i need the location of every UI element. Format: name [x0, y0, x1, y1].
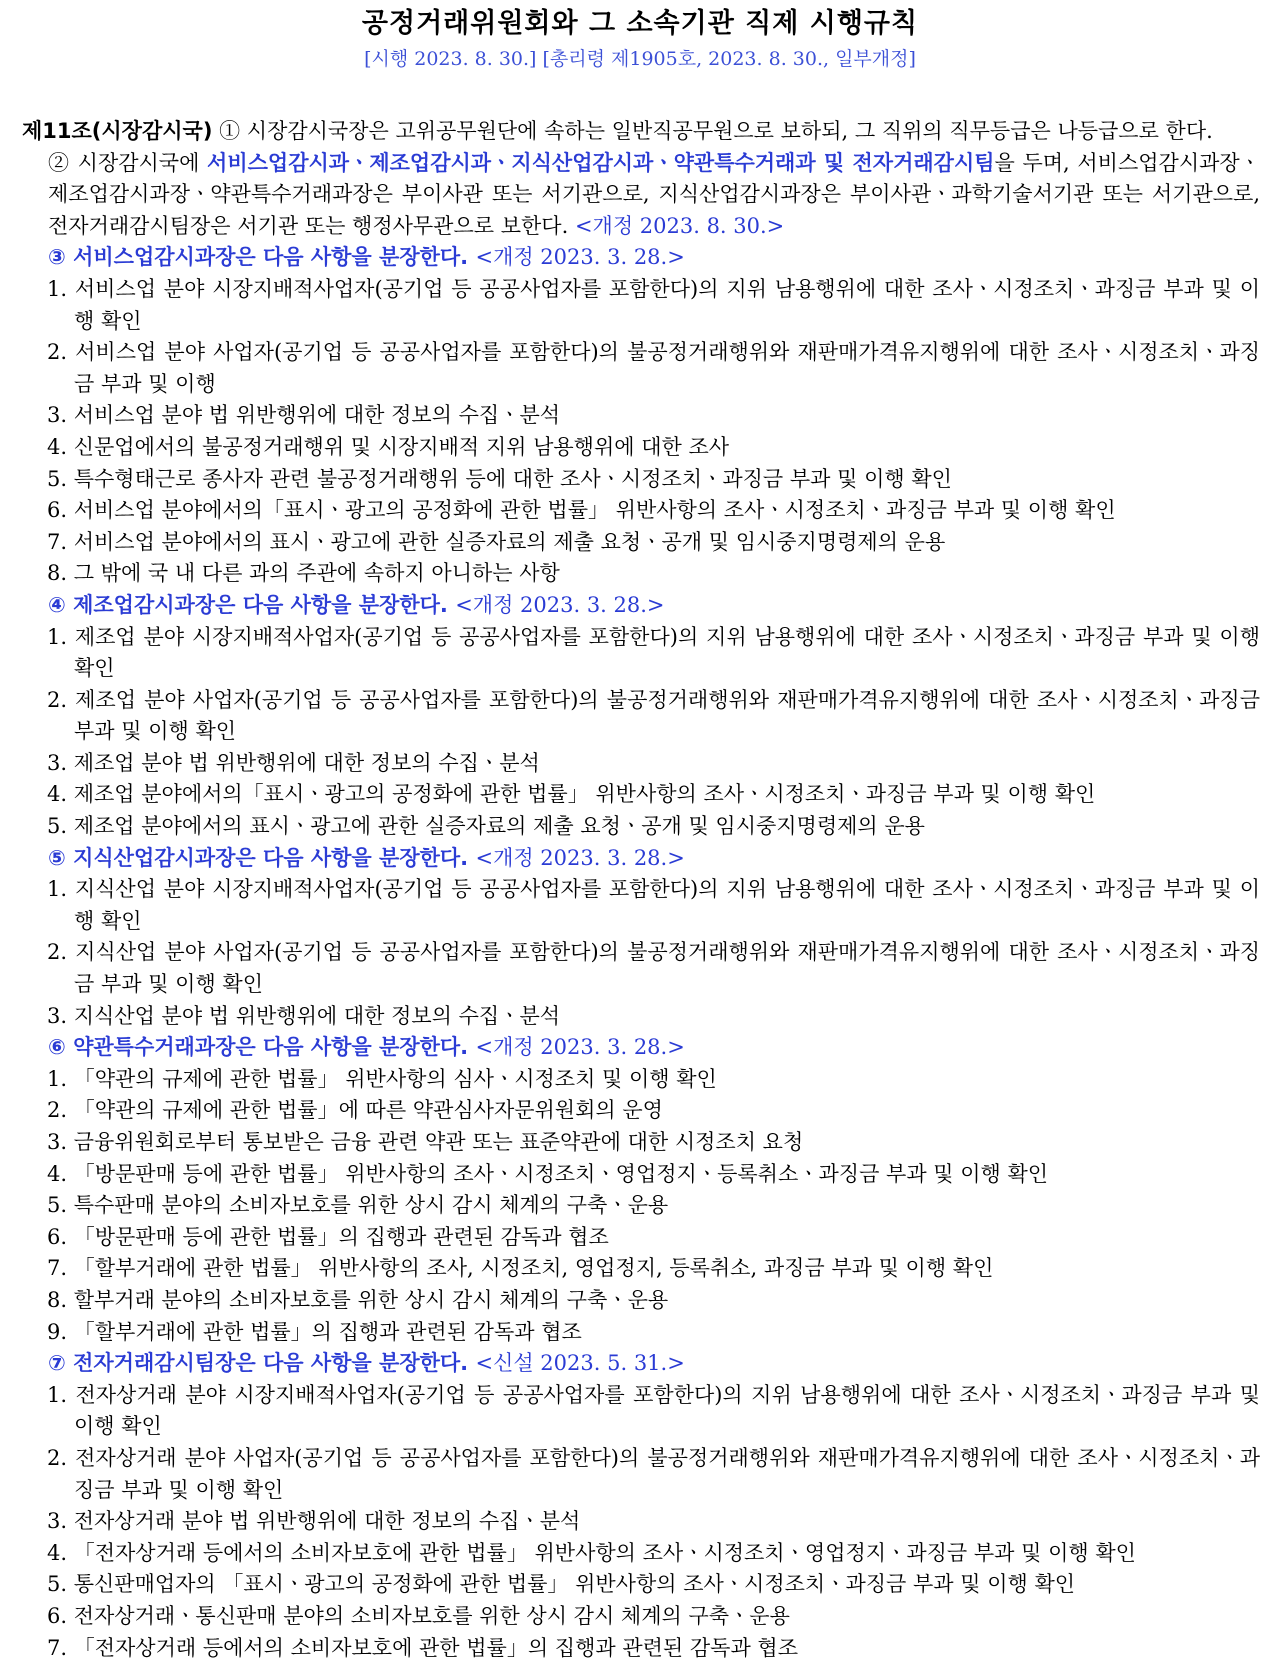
article-label: 제11조(시장감시국) — [22, 119, 212, 143]
amendment-note: <개정 2023. 3. 28.> — [475, 1035, 684, 1059]
list-item: 6. 전자상거래ㆍ통신판매 분야의 소비자보호를 위한 상시 감시 체계의 구축ㆍ운용 — [22, 1601, 1260, 1633]
list-item: 2. 「약관의 규제에 관한 법률」에 따른 약관심사자문위원회의 운영 — [22, 1095, 1260, 1127]
list-item: 3. 제조업 분야 법 위반행위에 대한 정보의 수집ㆍ분석 — [22, 748, 1260, 780]
list-item: 4. 제조업 분야에서의「표시ㆍ광고의 공정화에 관한 법률」 위반사항의 조사ㆍ시정조치ㆍ과징금 부과 및 이행 확인 — [22, 779, 1260, 811]
section-heading-text: ④ 제조업감시과장은 다음 사항을 분장한다. — [48, 593, 448, 617]
section-heading-text: ③ 서비스업감시과장은 다음 사항을 분장한다. — [48, 245, 468, 269]
section-list — [22, 242, 1260, 1664]
list-item: 6. 서비스업 분야에서의「표시ㆍ광고의 공정화에 관한 법률」 위반사항의 조사ㆍ시정조치ㆍ과징금 부과 및 이행 확인 — [22, 495, 1260, 527]
list-item: 7. 서비스업 분야에서의 표시ㆍ광고에 관한 실증자료의 제출 요청ㆍ공개 및 임시중지명령제의 운용 — [22, 527, 1260, 559]
list-item: 7. 「전자상거래 등에서의 소비자보호에 관한 법률」의 집행과 관련된 감독과 협조 — [22, 1633, 1260, 1664]
article-body — [22, 116, 1260, 1664]
amendment-note: <개정 2023. 3. 28.> — [455, 593, 664, 617]
section-heading — [22, 843, 1260, 875]
amendment-note: <신설 2023. 5. 31.> — [475, 1351, 684, 1375]
article-paragraph-1 — [22, 116, 1260, 148]
list-item: 3. 금융위원회로부터 통보받은 금융 관련 약관 또는 표준약관에 대한 시정조치 요청 — [22, 1127, 1260, 1159]
list-item: 5. 특수형태근로 종사자 관련 불공정거래행위 등에 대한 조사ㆍ시정조치ㆍ과징금 부과 및 이행 확인 — [22, 464, 1260, 496]
list-item: 1. 지식산업 분야 시장지배적사업자(공기업 등 공공사업자를 포함한다)의 지위 남용행위에 대한 조사ㆍ시정조치ㆍ과징금 부과 및 이행 확인 — [22, 874, 1260, 937]
list-item: 4. 「전자상거래 등에서의 소비자보호에 관한 법률」 위반사항의 조사ㆍ시정조치ㆍ영업정지ㆍ과징금 부과 및 이행 확인 — [22, 1538, 1260, 1570]
amendment-note: <개정 2023. 3. 28.> — [475, 245, 684, 269]
list-item: 2. 제조업 분야 사업자(공기업 등 공공사업자를 포함한다)의 불공정거래행위와 재판매가격유지행위에 대한 조사ㆍ시정조치ㆍ과징금 부과 및 이행 확인 — [22, 685, 1260, 748]
list-item: 2. 서비스업 분야 사업자(공기업 등 공공사업자를 포함한다)의 불공정거래행위와 재판매가격유지행위에 대한 조사ㆍ시정조치ㆍ과징금 부과 및 이행 — [22, 337, 1260, 400]
amendment-note: <개정 2023. 8. 30.> — [575, 214, 784, 238]
list-item: 5. 특수판매 분야의 소비자보호를 위한 상시 감시 체계의 구축ㆍ운용 — [22, 1190, 1260, 1222]
list-item: 2. 지식산업 분야 사업자(공기업 등 공공사업자를 포함한다)의 불공정거래행위와 재판매가격유지행위에 대한 조사ㆍ시정조치ㆍ과징금 부과 및 이행 확인 — [22, 937, 1260, 1000]
list-item: 2. 전자상거래 분야 사업자(공기업 등 공공사업자를 포함한다)의 불공정거래행위와 재판매가격유지행위에 대한 조사ㆍ시정조치ㆍ과징금 부과 및 이행 확인 — [22, 1443, 1260, 1506]
paragraph-2-post: 을 두며, 서비스업감시과장ㆍ제조업감시과장ㆍ약관특수거래과장은 부이사관 또는 서기관으로, 지식산업감시과장은 부이사관ㆍ과학기술서기관 또는 서기관으로, 전자거래감시팀장은 서기관 또는 행정사무관으로 보한다. — [48, 151, 1260, 238]
list-item: 3. 서비스업 분야 법 위반행위에 대한 정보의 수집ㆍ분석 — [22, 400, 1260, 432]
paragraph-2-highlight: 서비스업감시과ㆍ제조업감시과ㆍ지식산업감시과ㆍ약관특수거래과 및 전자거래감시팀 — [207, 151, 994, 175]
section-heading — [22, 242, 1260, 274]
amendment-note: <개정 2023. 3. 28.> — [475, 846, 684, 870]
list-item: 9. 「할부거래에 관한 법률」의 집행과 관련된 감독과 협조 — [22, 1317, 1260, 1349]
list-item: 3. 전자상거래 분야 법 위반행위에 대한 정보의 수집ㆍ분석 — [22, 1506, 1260, 1538]
list-item: 1. 「약관의 규제에 관한 법률」 위반사항의 심사ㆍ시정조치 및 이행 확인 — [22, 1064, 1260, 1096]
list-item: 6. 「방문판매 등에 관한 법률」의 집행과 관련된 감독과 협조 — [22, 1222, 1260, 1254]
section-heading-text: ⑥ 약관특수거래과장은 다음 사항을 분장한다. — [48, 1035, 468, 1059]
section-heading-text: ⑦ 전자거래감시팀장은 다음 사항을 분장한다. — [48, 1351, 468, 1375]
list-item: 5. 통신판매업자의 「표시ㆍ광고의 공정화에 관한 법률」 위반사항의 조사ㆍ시정조치ㆍ과징금 부과 및 이행 확인 — [22, 1569, 1260, 1601]
document-subtitle — [0, 46, 1280, 72]
list-item: 4. 신문업에서의 불공정거래행위 및 시장지배적 지위 남용행위에 대한 조사 — [22, 432, 1260, 464]
page-title: 공정거래위원회와 그 소속기관 직제 시행규칙 — [0, 6, 1280, 42]
list-item: 1. 서비스업 분야 시장지배적사업자(공기업 등 공공사업자를 포함한다)의 지위 남용행위에 대한 조사ㆍ시정조치ㆍ과징금 부과 및 이행 확인 — [22, 274, 1260, 337]
section-heading — [22, 1032, 1260, 1064]
section-heading — [22, 1348, 1260, 1380]
list-item: 7. 「할부거래에 관한 법률」 위반사항의 조사, 시정조치, 영업정지, 등록취소, 과징금 부과 및 이행 확인 — [22, 1253, 1260, 1285]
list-item: 3. 지식산업 분야 법 위반행위에 대한 정보의 수집ㆍ분석 — [22, 1001, 1260, 1033]
list-item: 8. 할부거래 분야의 소비자보호를 위한 상시 감시 체계의 구축ㆍ운용 — [22, 1285, 1260, 1317]
list-item: 1. 전자상거래 분야 시장지배적사업자(공기업 등 공공사업자를 포함한다)의 지위 남용행위에 대한 조사ㆍ시정조치ㆍ과징금 부과 및 이행 확인 — [22, 1380, 1260, 1443]
list-item: 5. 제조업 분야에서의 표시ㆍ광고에 관한 실증자료의 제출 요청ㆍ공개 및 임시중지명령제의 운용 — [22, 811, 1260, 843]
decree-info: [총리령 제1905호, 2023. 8. 30., 일부개정] — [543, 48, 916, 70]
list-item: 8. 그 밖에 국 내 다른 과의 주관에 속하지 아니하는 사항 — [22, 558, 1260, 590]
article-paragraph-2 — [22, 148, 1260, 243]
paragraph-2-pre: ② 시장감시국에 — [48, 151, 207, 175]
section-heading — [22, 590, 1260, 622]
effective-date: [시행 2023. 8. 30.] — [364, 48, 536, 70]
list-item: 1. 제조업 분야 시장지배적사업자(공기업 등 공공사업자를 포함한다)의 지위 남용행위에 대한 조사ㆍ시정조치ㆍ과징금 부과 및 이행 확인 — [22, 622, 1260, 685]
section-heading-text: ⑤ 지식산업감시과장은 다음 사항을 분장한다. — [48, 846, 468, 870]
list-item: 4. 「방문판매 등에 관한 법률」 위반사항의 조사ㆍ시정조치ㆍ영업정지ㆍ등록취소ㆍ과징금 부과 및 이행 확인 — [22, 1159, 1260, 1191]
paragraph-1-text: ① 시장감시국장은 고위공무원단에 속하는 일반직공무원으로 보하되, 그 직위의 직무등급은 나등급으로 한다. — [219, 119, 1213, 143]
